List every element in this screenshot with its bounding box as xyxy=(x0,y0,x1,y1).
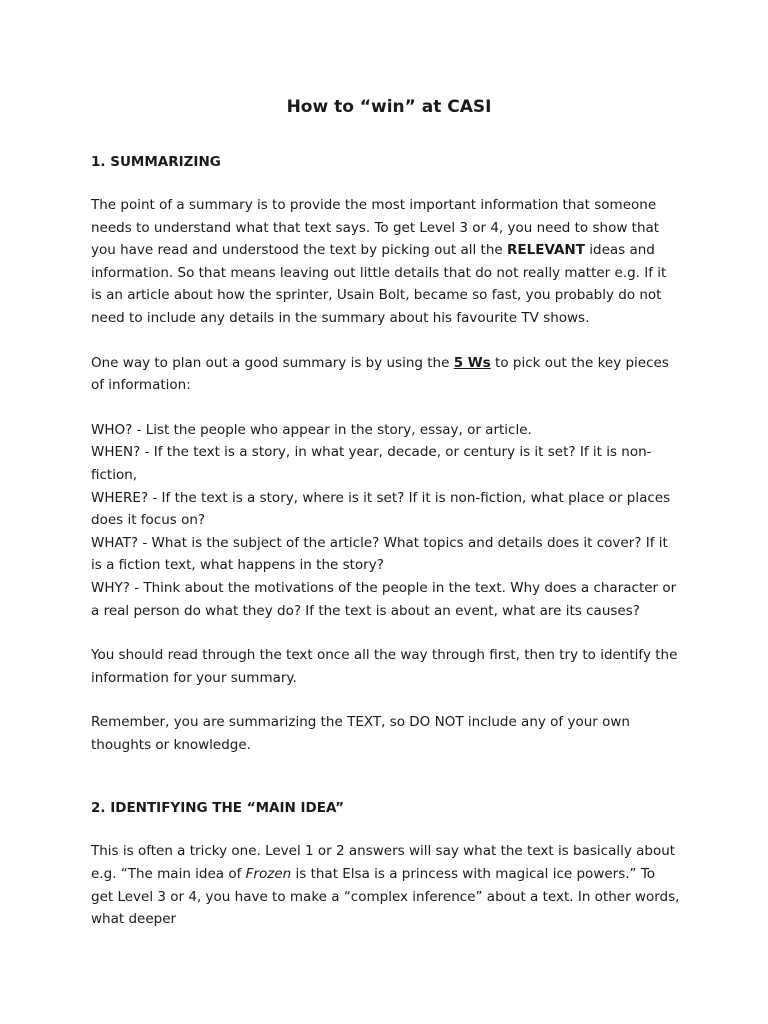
section-spacer xyxy=(91,778,681,798)
list-item-what: WHAT? - What is the subject of the article? What topics and details does it cover? If it is a fiction text, what happens in the story? xyxy=(91,534,668,574)
list-item-who: WHO? - List the people who appear in the story, essay, or article. xyxy=(91,421,532,438)
emphasis-relevant: RELEVANT xyxy=(507,242,585,259)
paragraph-remember: Remember, you are summarizing the TEXT, so DO NOT include any of your own thoughts or knowledge. xyxy=(91,714,630,753)
underlined-five-ws: 5 Ws xyxy=(453,354,491,371)
paragraph-summary-purpose xyxy=(91,194,681,330)
text-run: is that Elsa is a princess with magical ice powers.” To get Level 3 or 4, you have to make a “complex inference” about a text. In other words, what deeper xyxy=(91,866,680,928)
paragraph-read-through: You should read through the text once all the way through first, then try to identify the information for your summary. xyxy=(91,647,678,686)
text-run: ideas and information. So that means leaving out little details that do not really matter e.g. If it is an article about how the sprinter, Usain Bolt, became so fast, you probably do not need to include any details in the summary about his favourite TV shows. xyxy=(91,242,667,326)
section-heading-main-idea: 2. IDENTIFYING THE “MAIN IDEA” xyxy=(91,800,345,817)
text-run: to pick out the key pieces of information: xyxy=(91,354,669,394)
italic-frozen: Frozen xyxy=(245,866,292,883)
text-run: This is often a tricky one. Level 1 or 2 answers will say what the text is basically about e.g. “The main idea of xyxy=(91,843,676,883)
document-title: How to “win” at CASI xyxy=(286,97,492,117)
paragraph-main-idea xyxy=(91,840,681,930)
text-run: The point of a summary is to provide the most important information that someone needs to understand what that text says. To get Level 3 or 4, you need to show that you have read and understood the text by picking out all the xyxy=(91,197,660,259)
emphasis-five-ws xyxy=(454,355,491,371)
text-run: One way to plan out a good summary is by using the xyxy=(91,354,454,371)
list-item-why: WHY? - Think about the motivations of the people in the text. Why does a character or a real person do what they do? If the text is about an event, what are its causes? xyxy=(91,579,677,619)
list-item-where: WHERE? - If the text is a story, where is it set? If it is non-fiction, what place or places does it focus on? xyxy=(91,489,671,529)
section-heading-summarizing: 1. SUMMARIZING xyxy=(91,154,221,170)
paragraph-five-ws-intro xyxy=(91,352,681,397)
five-ws-list xyxy=(91,419,681,622)
list-item-when: WHEN? - If the text is a story, in what year, decade, or century is it set? If it is non-fiction, xyxy=(91,444,652,483)
document-body xyxy=(91,96,681,953)
